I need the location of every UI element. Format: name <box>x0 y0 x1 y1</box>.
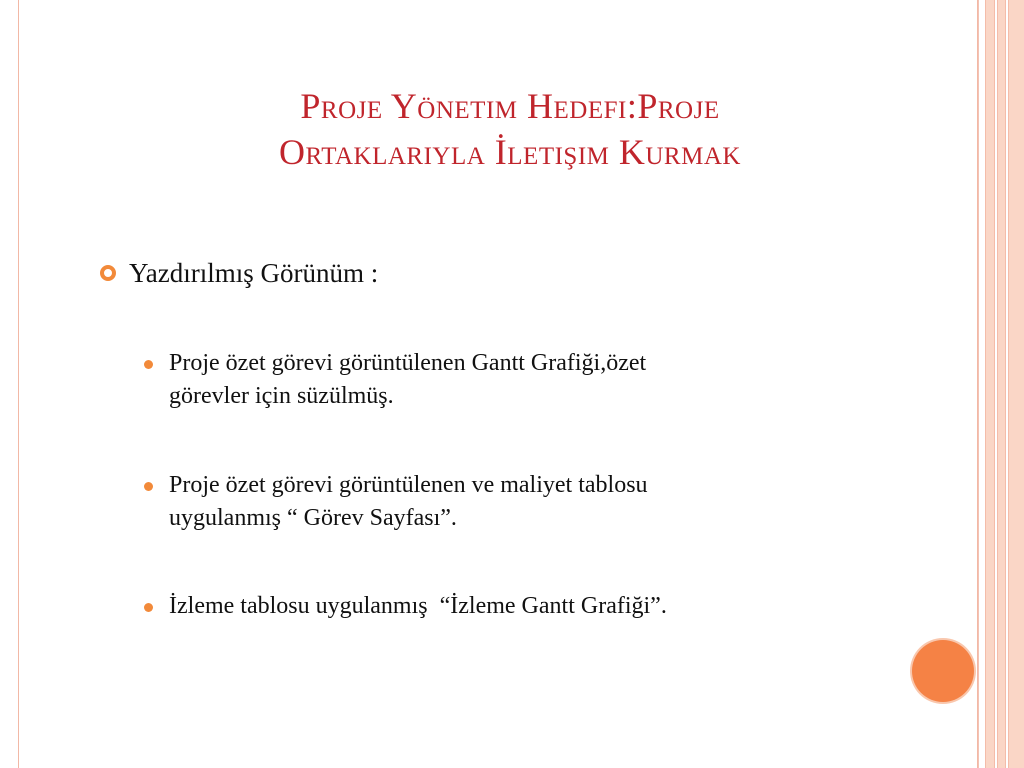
main-point-text: Yazdırılmış Görünüm : <box>129 258 379 288</box>
sub-point-2-line-2: uygulanmış “ Görev Sayfası”. <box>169 505 457 531</box>
circle-ring-icon <box>100 265 116 281</box>
decorative-stripe-3 <box>997 0 1006 768</box>
sub-point-2-line-1: Proje özet görevi görüntülenen ve maliyet tablosu <box>169 472 648 498</box>
decorative-circle-icon <box>912 640 974 702</box>
sub-point-1-line-2: görevler için süzülmüş. <box>169 383 394 409</box>
title-line-2: Ortaklarıyla İletişim Kurmak <box>279 132 741 172</box>
decorative-stripe-4 <box>1008 0 1024 768</box>
sub-point-3-line-1: İzleme tablosu uygulanmış “İzleme Gantt Grafiği”. <box>169 593 667 619</box>
slide-title <box>60 83 960 175</box>
filled-dot-icon <box>144 360 153 369</box>
filled-dot-icon <box>144 603 153 612</box>
title-line-1: Proje Yönetim Hedefi:Proje <box>300 86 720 126</box>
decorative-stripe-2 <box>985 0 995 768</box>
sub-point-1 <box>140 347 880 413</box>
sub-point-2 <box>140 469 880 535</box>
main-point <box>100 255 378 291</box>
decorative-stripe-1 <box>978 0 982 768</box>
sub-point-3 <box>140 590 880 623</box>
sub-point-1-line-1: Proje özet görevi görüntülenen Gantt Grafiği,özet <box>169 350 647 376</box>
filled-dot-icon <box>144 482 153 491</box>
